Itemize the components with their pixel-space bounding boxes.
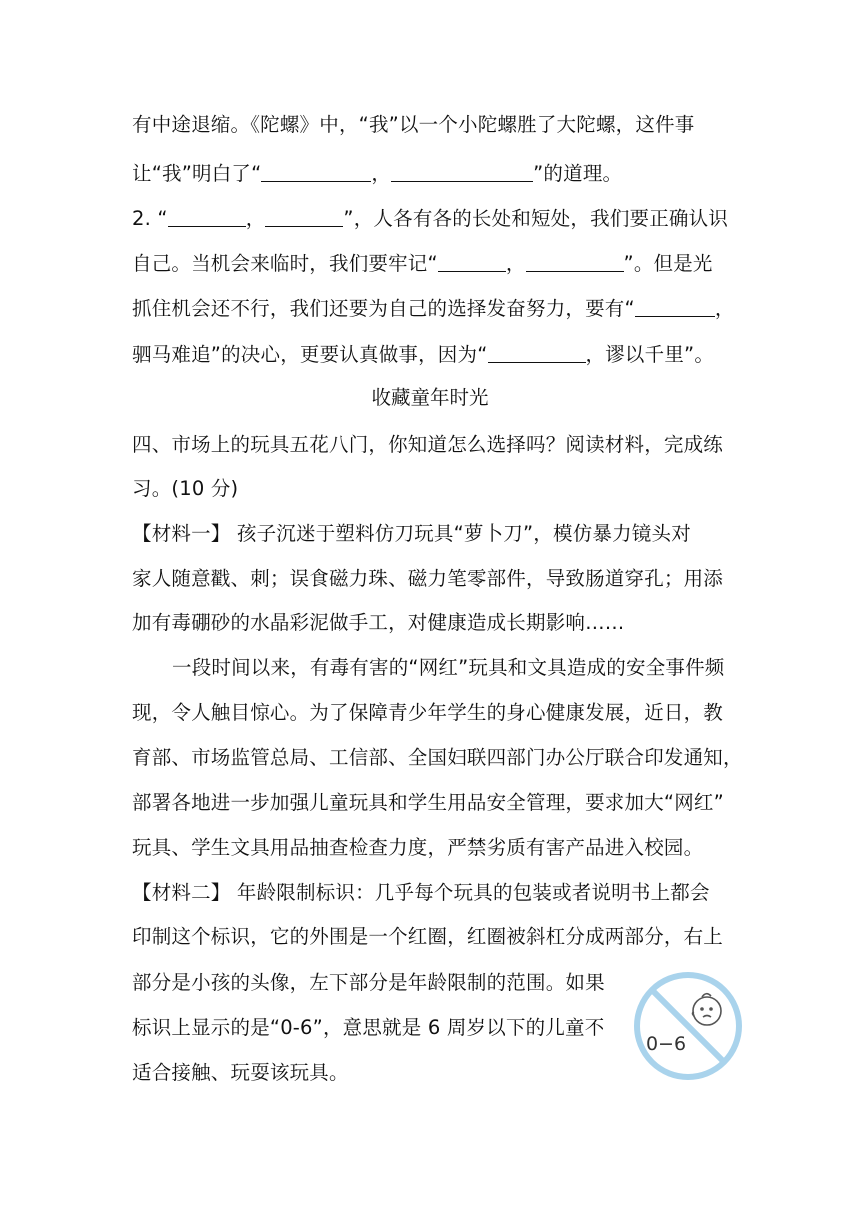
text-segment: ”，人各有各的长处和短处，我们要正确认识 xyxy=(343,207,729,230)
paragraph-line-2: 现，令人触目惊心。为了保障青少年学生的身心健康发展，近日，教 xyxy=(132,701,724,724)
text-segment: 驷马难追”的决心，更要认真做事，因为“ xyxy=(132,343,488,366)
paragraph-line-3: 育部、市场监管总局、工信部、全国妇联四部门办公厅联合印发通知， xyxy=(132,746,743,769)
text-segment: ， xyxy=(371,162,392,185)
material-two-line-3: 部分是小孩的头像，左下部分是年龄限制的范围。如果 xyxy=(132,971,605,994)
material-one-line-3: 加有毒硼砂的水晶彩泥做手工，对健康造成长期影响…… xyxy=(132,611,625,634)
text-line-3 xyxy=(132,204,732,234)
text-line-2 xyxy=(132,159,732,189)
text-line-6 xyxy=(132,340,732,370)
material-two-line-2: 印制这个标识，它的外围是一个红圈，红圈被斜杠分成两部分，右上 xyxy=(132,925,724,948)
question-line-2: 习。(10 分) xyxy=(132,477,239,500)
question-line-1: 四、市场上的玩具五花八门，你知道怎么选择吗？阅读材料，完成练 xyxy=(132,433,724,456)
material-two-line-4: 标识上显示的是“0-6”，意思就是 6 周岁以下的儿童不 xyxy=(132,1016,605,1039)
text-line-4 xyxy=(132,249,732,279)
paragraph-line-4: 部署各地进一步加强儿童玩具和学生用品安全管理，要求加大“网红” xyxy=(132,791,724,814)
answer-blank[interactable] xyxy=(526,252,624,272)
answer-blank[interactable] xyxy=(438,252,506,272)
material-two-line-5: 适合接触、玩耍该玩具。 xyxy=(132,1061,349,1084)
paragraph-line-5: 玩具、学生文具用品抽查检查力度，严禁劣质有害产品进入校园。 xyxy=(132,836,704,859)
text-segment: ”的道理。 xyxy=(533,162,623,185)
answer-blank[interactable] xyxy=(391,162,533,182)
text-segment: ”。但是光 xyxy=(623,252,713,275)
answer-blank[interactable] xyxy=(265,207,343,227)
answer-blank[interactable] xyxy=(261,162,371,182)
text-segment: ，谬以千里”。 xyxy=(585,343,715,366)
material-one-line-2: 家人随意戳、刺；误食磁力珠、磁力笔零部件，导致肠道穿孔；用添 xyxy=(132,567,724,590)
text-segment: 自己。当机会来临时，我们要牢记“ xyxy=(132,252,438,275)
text-segment: 抓住机会还不行，我们还要为自己的选择发奋努力，要有“ xyxy=(132,297,635,320)
age-restriction-icon xyxy=(632,970,744,1082)
text-segment: 让“我”明白了“ xyxy=(132,162,262,185)
text-line-1: 有中途退缩。《陀螺》中，“我”以一个小陀螺胜了大陀螺，这件事 xyxy=(132,113,695,136)
age-restriction-badge-graphic xyxy=(632,970,744,1082)
text-segment: ， xyxy=(714,297,735,320)
answer-blank[interactable] xyxy=(488,343,586,363)
answer-blank[interactable] xyxy=(168,207,246,227)
material-one-line-1: 【材料一】 孩子沉迷于塑料仿刀玩具“萝卜刀”，模仿暴力镜头对 xyxy=(132,522,691,545)
text-segment: ， xyxy=(505,252,526,275)
section-title: 收藏童年时光 xyxy=(371,386,489,409)
text-segment: ， xyxy=(245,207,266,230)
answer-blank[interactable] xyxy=(635,297,715,317)
text-segment: 2. “ xyxy=(132,207,168,230)
paragraph-line-1: 一段时间以来，有毒有害的“网红”玩具和文具造成的安全事件频 xyxy=(172,656,725,679)
age-range-label: 0−6 xyxy=(645,1033,687,1055)
material-two-line-1: 【材料二】 年龄限制标识：几乎每个玩具的包装或者说明书上都会 xyxy=(132,881,710,904)
text-line-5 xyxy=(132,294,735,324)
